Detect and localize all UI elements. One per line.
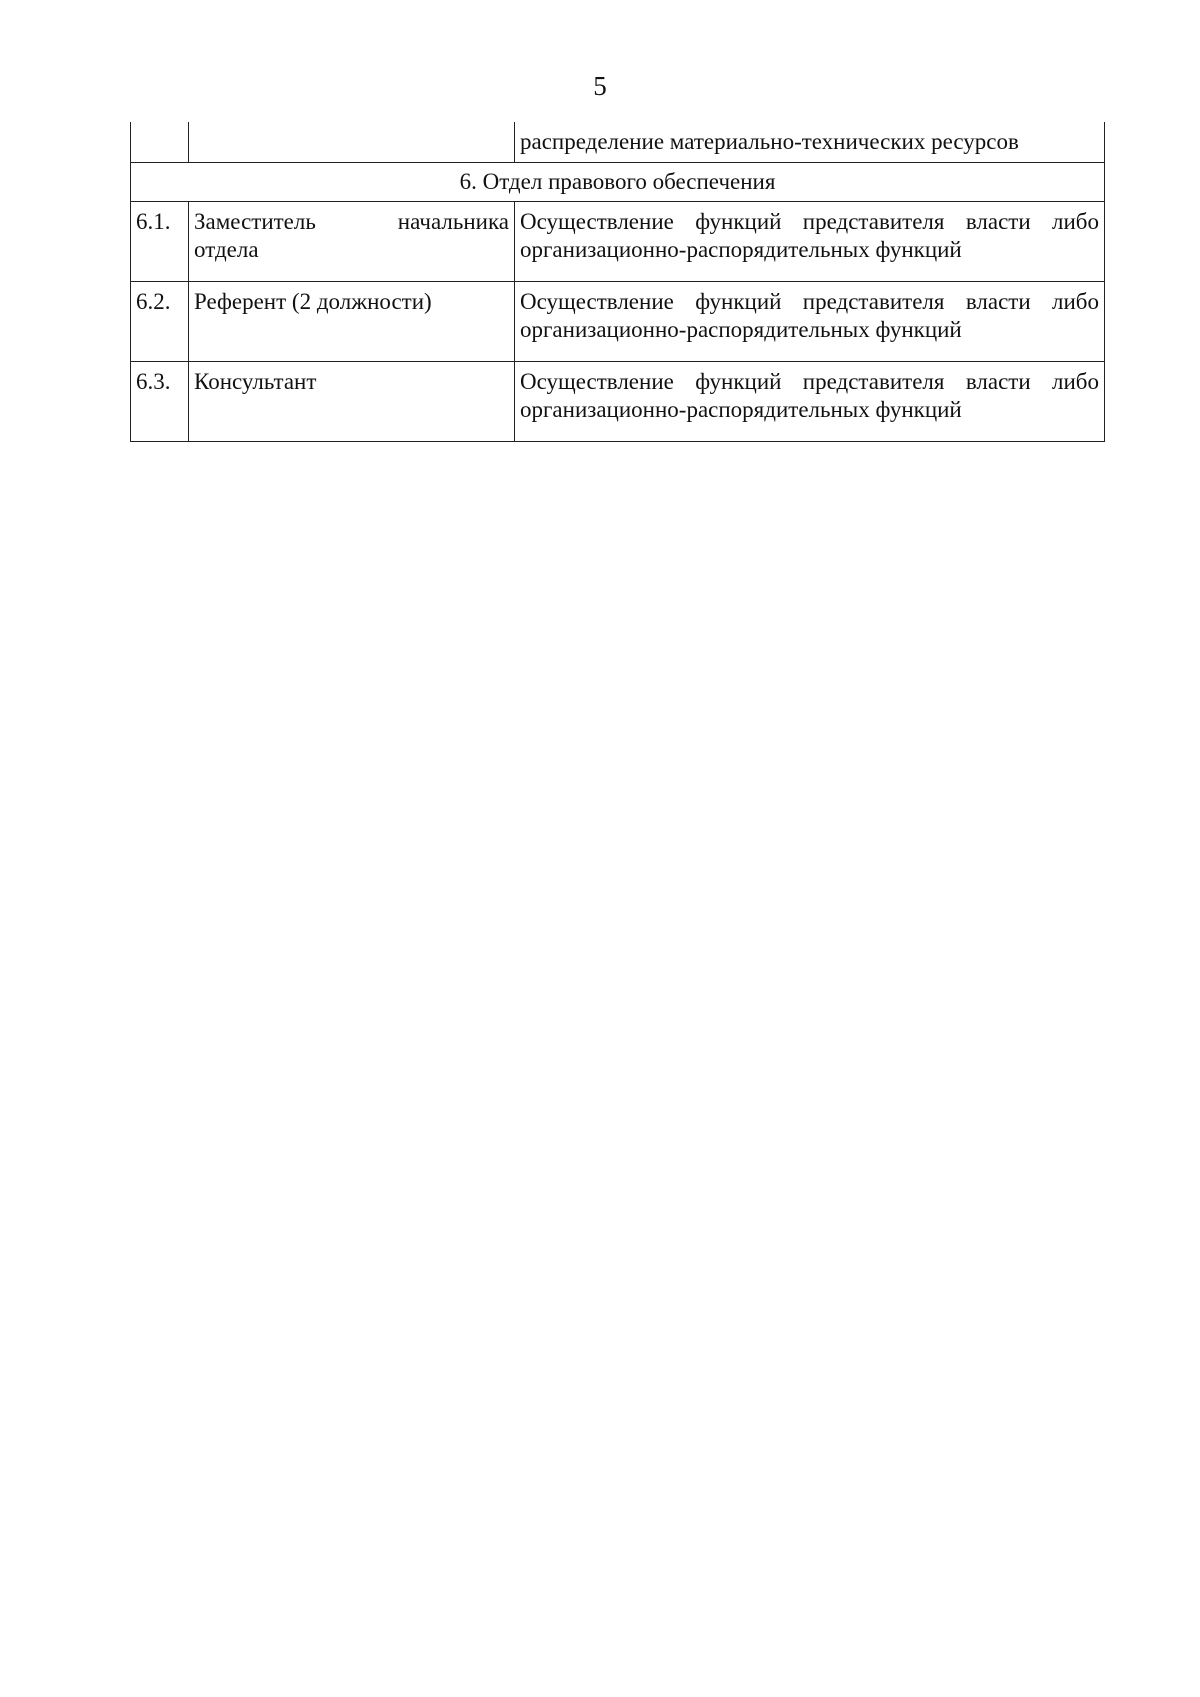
row-number: 6.2. [131,281,189,361]
position-cell [189,201,515,281]
section-title: 6. Отдел правового обеспечения [131,162,1105,201]
table-row [131,281,1105,361]
positions-table [130,122,1105,442]
section-header-row [131,162,1105,201]
row-number: 6.3. [131,361,189,441]
description-cell: Осуществление функций представителя власти либо организационно-распорядительных функций [515,361,1105,441]
table-row [131,361,1105,441]
row-number: 6.1. [131,201,189,281]
table-row [131,122,1105,162]
position-cell: Консультант [189,361,515,441]
position-title-line2: отдела [194,236,259,262]
num-cell [131,122,189,162]
table-row [131,201,1105,281]
position-cell: Референт (2 должности) [189,281,515,361]
description-cell: Осуществление функций представителя власти либо организационно-распорядительных функций [515,281,1105,361]
position-title-line1: Заместитель начальника [194,208,509,234]
description-cell: Осуществление функций представителя власти либо организационно-распорядительных функций [515,201,1105,281]
position-cell [189,122,515,162]
page-number: 5 [593,71,607,101]
continuation-description-cell: распределение материально-технических ресурсов [515,122,1105,162]
